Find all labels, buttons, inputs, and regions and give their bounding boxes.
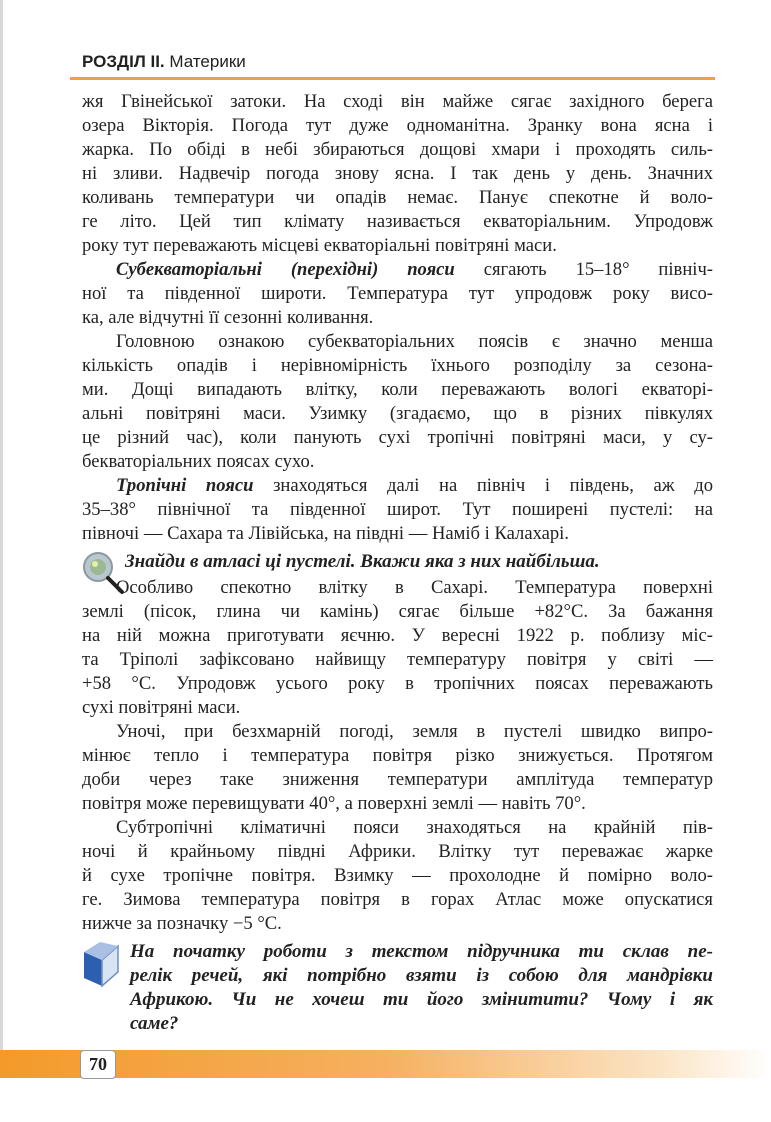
text-line: ми. Дощі випадають влітку, коли переважають вологі екваторі-: [82, 379, 713, 400]
text-line: землі (пісок, глина чи камінь) сягає більше +82°С. За бажання: [82, 601, 713, 622]
text-fragment: сягають 15–18° північ-: [454, 259, 713, 280]
text-line: це різний час), коли панують сухі тропічні повітряні маси, у су-: [82, 427, 713, 448]
text-line: 35–38° північної та південної широт. Тут поширені пустелі: на: [82, 499, 713, 520]
text-line: [82, 258, 713, 282]
running-header: [82, 52, 246, 72]
text-line: ної та південної широти. Температура тут упродовж року висо-: [82, 283, 713, 304]
text-line: ні зливи. Надвечір погода знову ясна. І так день у день. Значних: [82, 163, 713, 184]
text-line: та Тріполі зафіксовано найвищу температуру повітря у світі —: [82, 649, 713, 670]
text-line: Особливо спекотно влітку в Сахарі. Температура поверхні: [116, 577, 713, 598]
text-line: бекваторіальних поясах сухо.: [82, 451, 315, 472]
page-edge: [0, 0, 3, 1050]
text-line: року тут переважають місцеві екваторіальні повітряні маси.: [82, 235, 557, 256]
text-line: жарка. По обіді в небі збираються дощові хмари і проходять силь-: [82, 139, 713, 160]
text-line: сухі повітряні маси.: [82, 697, 241, 718]
page-number: 70: [80, 1050, 116, 1079]
term-subequatorial: Субекваторіальні (перехідні) пояси: [116, 259, 455, 280]
text-line: доби через таке зниження температури амплітуда температур: [82, 769, 713, 790]
text-line: на ній можна приготувати яєчню. У вересні 1922 р. поблизу міс-: [82, 625, 713, 646]
text-line: Уночі, при безхмарній погоді, земля в пустелі швидко випро-: [116, 721, 713, 742]
text-line: й сухе тропічне повітря. Взимку — прохолодне й помірно воло-: [82, 865, 713, 886]
text-line: жя Гвінейської затоки. На сході він майже сягає західного берега: [82, 91, 713, 112]
text-line: нижче за позначку −5 °С.: [82, 913, 282, 934]
book-icon: [80, 942, 122, 988]
task-find-deserts: Знайди в атласі ці пустелі. Вкажи яка з них найбільша.: [125, 551, 600, 572]
text-line: повітря може перевищувати 40°, а поверхні землі — навіть 70°.: [82, 793, 586, 814]
text-line: [82, 474, 713, 498]
term-tropical: Тропічні пояси: [116, 475, 254, 496]
text-line: На початку роботи з текстом підручника ти склав пе-: [130, 941, 713, 962]
text-line: коливань температури чи опадів немає. Панує спекотне й воло-: [82, 187, 713, 208]
text-line: саме?: [130, 1013, 179, 1034]
text-line: Головною ознакою субекваторіальних поясів є значно менша: [116, 331, 713, 352]
paragraph-equatorial: [82, 90, 713, 546]
text-line: ге літо. Цей тип клімату називається екваторіальним. Упродовж: [82, 211, 713, 232]
text-line: ге. Зимова температура повітря в горах Атлас може опускатися: [82, 889, 713, 910]
text-line: мінює тепло і температура повітря різко знижується. Протягом: [82, 745, 713, 766]
text-line: ка, але відчутні її сезонні коливання.: [82, 307, 374, 328]
text-line: півночі — Сахара та Лівійська, на півдні — Наміб і Калахарі.: [82, 523, 569, 544]
text-line: кількість опадів і нерівномірність їхнього розподілу за сезона-: [82, 355, 713, 376]
text-line: ночі й крайньому півдні Африки. Влітку тут переважає жарке: [82, 841, 713, 862]
header-rule: [70, 77, 715, 80]
section-label: РОЗДІЛ II.: [82, 52, 165, 71]
text-line: озера Вікторія. Погода тут дуже одноманітна. Зранку вона ясна і: [82, 115, 713, 136]
text-line: Субтропічні кліматичні пояси знаходяться на крайній пів-: [116, 817, 713, 838]
text-line: Африкою. Чи не хочеш ти його змінитити? Чому і як: [130, 989, 713, 1010]
text-line: релік речей, які потрібно взяти із собою для мандрівки: [130, 965, 713, 986]
section-title: Материки: [169, 52, 246, 71]
paragraph-sahara: [82, 576, 713, 936]
task-packing-list: [130, 940, 713, 1036]
text-fragment: знаходяться далі на північ і південь, аж до: [253, 475, 713, 496]
text-line: +58 °С. Упродовж усього року в тропічних поясах переважають: [82, 673, 713, 694]
text-line: альні повітряні маси. Узимку (згадаємо, що в різних півкулях: [82, 403, 713, 424]
